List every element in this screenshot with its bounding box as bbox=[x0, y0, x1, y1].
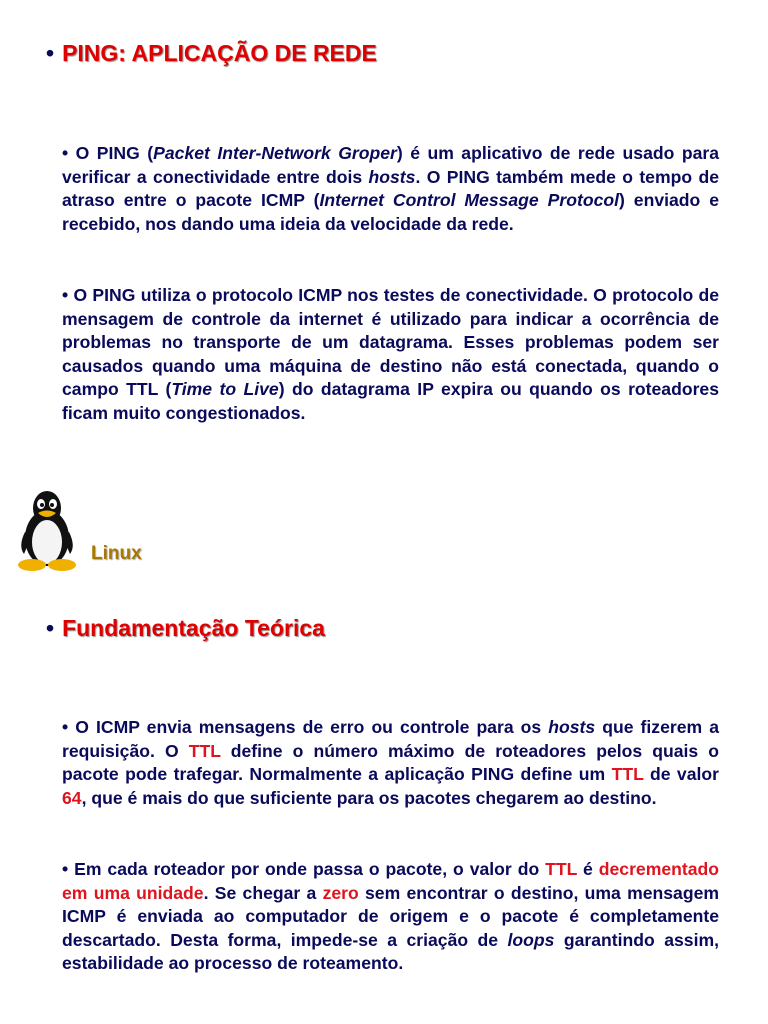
text: , que é mais do que suficiente para os pacotes chegarem ao destino. bbox=[81, 787, 657, 808]
text: ) é um aplicativo de rede usado para verificar a conectividade entre dois bbox=[62, 143, 719, 187]
paragraph-icmp-usage bbox=[62, 284, 719, 426]
text-highlight: TTL bbox=[545, 859, 578, 879]
text-highlight: TTL bbox=[611, 764, 644, 785]
text: ) do datagrama IP expira ou quando os roteadores ficam muito congestionados. bbox=[62, 379, 719, 423]
text: sem encontrar o destino, uma mensagem ICMP é enviada ao computador de origem e o pacote é completamente descartado. Desta forma, impede-se a criação de bbox=[62, 882, 720, 950]
heading-text: PING: APLICAÇÃO DE REDE bbox=[62, 40, 377, 66]
text: O ICMP envia mensagens de erro ou controle para os bbox=[75, 717, 549, 737]
linux-label: Linux bbox=[91, 543, 142, 564]
bullet: • bbox=[46, 615, 55, 641]
heading-fundamentacao bbox=[46, 615, 325, 642]
text: O PING utiliza o protocolo ICMP nos testes de conectividade. O protocolo de mensagem de controle da internet é utilizado para indicar a ocorrência de problemas no transporte de um datagrama. Esses problemas podem ser causados quando uma máquina de destino não está conectada, quando o campo TTL ( bbox=[62, 285, 720, 400]
text: é bbox=[577, 859, 599, 879]
bullet: • bbox=[46, 40, 55, 66]
text: . Se chegar a bbox=[203, 882, 323, 903]
paragraph-ping-definition bbox=[62, 142, 719, 236]
text-italic: hosts bbox=[368, 166, 416, 187]
text: que fizerem a requisição. O bbox=[62, 717, 719, 761]
text: de valor bbox=[643, 764, 719, 785]
text-highlight: TTL bbox=[188, 740, 221, 761]
text-italic: Time to Live bbox=[171, 379, 279, 400]
text-italic: Internet Control Message Protocol bbox=[319, 190, 620, 211]
text-highlight: zero bbox=[322, 882, 359, 903]
bullet: • bbox=[62, 285, 69, 305]
paragraph-icmp-ttl bbox=[62, 716, 719, 810]
bullet: • bbox=[62, 717, 69, 737]
text: garantindo assim, estabilidade ao processo de roteamento. bbox=[62, 929, 719, 974]
text: . O PING também mede o tempo de atraso entre o pacote ICMP ( bbox=[62, 166, 719, 211]
text-italic: hosts bbox=[548, 717, 596, 737]
heading-text: Fundamentação Teórica bbox=[62, 615, 325, 641]
heading-ping bbox=[46, 40, 377, 67]
text: O PING ( bbox=[75, 143, 154, 163]
tux-penguin-icon bbox=[14, 488, 80, 572]
text-italic: Packet Inter-Network Groper bbox=[153, 143, 397, 163]
paragraph-ttl-decrement bbox=[62, 858, 719, 976]
bullet: • bbox=[62, 859, 69, 879]
bullet: • bbox=[62, 143, 69, 163]
text: define o número máximo de roteadores pelos quais o pacote pode trafegar. Normalmente a aplicação PING define um bbox=[62, 740, 719, 785]
text-italic: loops bbox=[507, 929, 555, 950]
text: Em cada roteador por onde passa o pacote, o valor do bbox=[74, 859, 546, 879]
text: ) enviado e recebido, nos dando uma ideia da velocidade da rede. bbox=[62, 190, 720, 234]
text-highlight: decrementado em uma unidade bbox=[62, 859, 720, 903]
text-highlight: 64 bbox=[62, 787, 82, 808]
